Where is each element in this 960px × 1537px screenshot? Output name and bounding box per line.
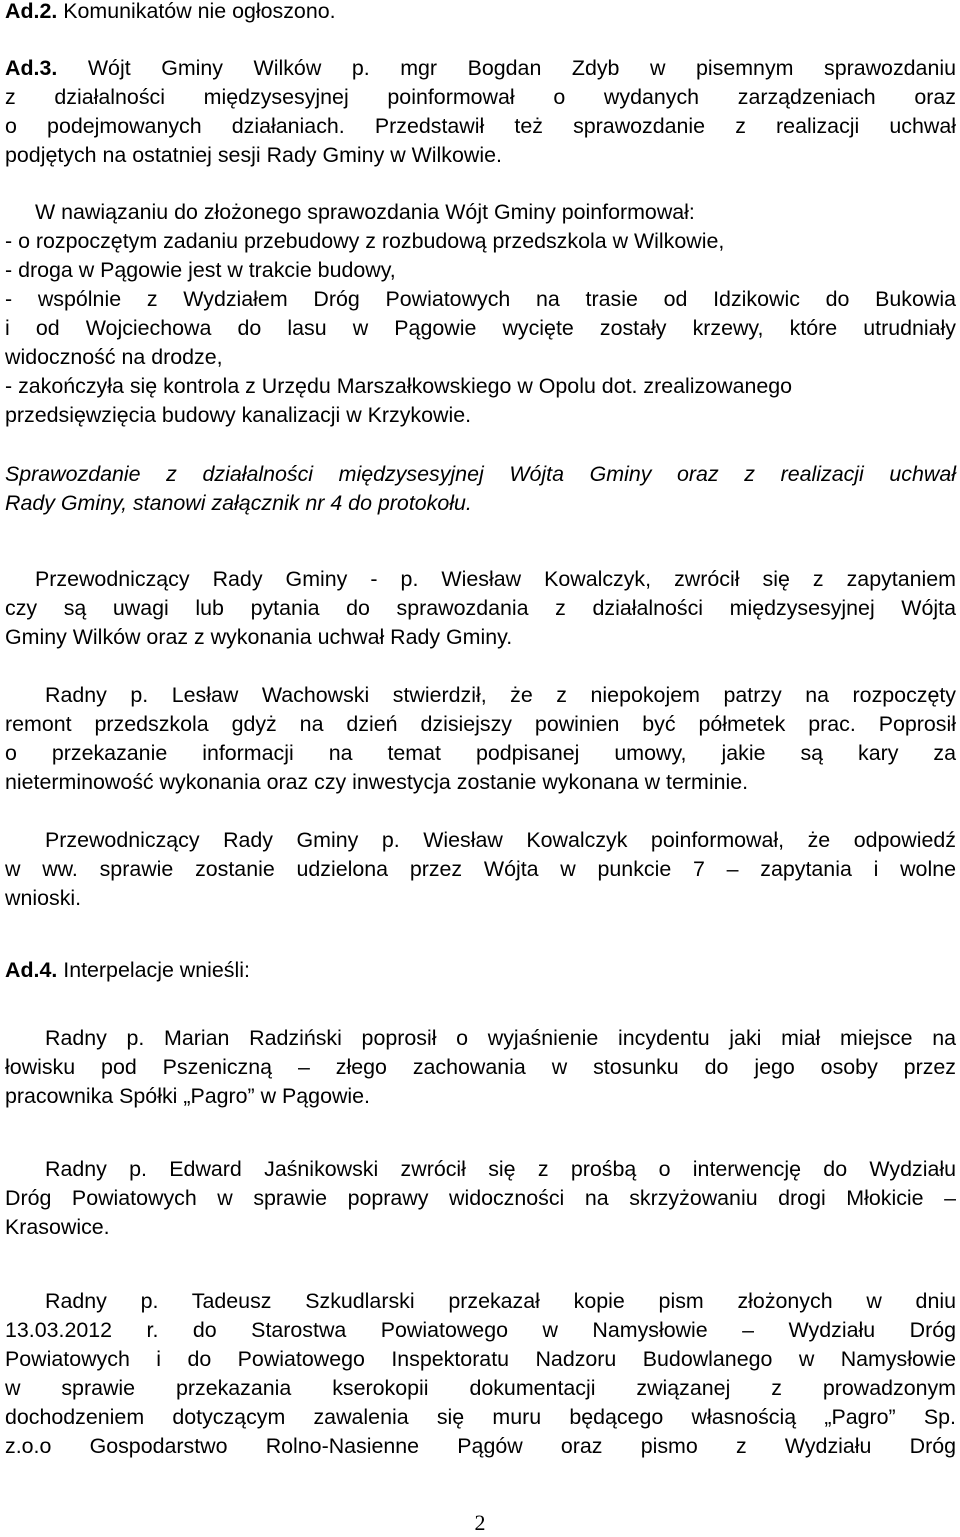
ad4-heading	[5, 956, 956, 985]
radzinski-line-3: pracownika Spółki „Pagro” w Pągowie.	[5, 1084, 370, 1108]
wachowski-line-1: Radny p. Lesław Wachowski stwierdził, że z niepokojem patrzy na rozpoczęty	[45, 683, 956, 707]
chair-reply-line-1: Przewodniczący Rady Gminy p. Wiesław Kowalczyk poinformował, że odpowiedź	[45, 828, 956, 852]
ad4-label: Ad.4.	[5, 958, 58, 982]
ad3-line-4: podjętych na ostatniej sesji Rady Gminy w Wilkowie.	[5, 143, 502, 167]
ad2-label: Ad.2.	[5, 0, 58, 23]
szkudlarski-line-3: Powiatowych i do Powiatowego Inspektoratu Nadzoru Budowlanego w Namysłowie	[5, 1347, 956, 1371]
ad4-text: Interpelacje wnieśli:	[63, 958, 250, 982]
chair-question-line-1: Przewodniczący Rady Gminy - p. Wiesław Kowalczyk, zwrócił się z zapytaniem	[35, 567, 956, 591]
chair-question-line-2: czy są uwagi lub pytania do sprawozdania z działalności międzysesyjnej Wójta	[5, 596, 956, 620]
ad3-label: Ad.3.	[5, 56, 58, 80]
wachowski-line-4: nieterminowość wykonania oraz czy inwestycja zostanie wykonana w terminie.	[5, 770, 749, 794]
info-line-6: widoczność na drodze,	[5, 345, 223, 369]
ad3-line-1	[5, 54, 956, 83]
szkudlarski-line-2: 13.03.2012 r. do Starostwa Powiatowego w Namysłowie – Wydziału Dróg	[5, 1318, 956, 1342]
attachment-note-line-2: Rady Gminy, stanowi załącznik nr 4 do protokołu.	[5, 491, 472, 515]
szkudlarski-line-5: dochodzeniem dotyczącym zawalenia się muru będącego własnością „Pagro” Sp.	[5, 1405, 956, 1429]
ad2-heading	[5, 0, 956, 26]
info-line-4: - wspólnie z Wydziałem Dróg Powiatowych na trasie od Idzikowic do Bukowia	[5, 287, 956, 311]
chair-reply-line-2: w ww. sprawie zostanie udzielona przez Wójta w punkcie 7 – zapytania i wolne	[5, 857, 956, 881]
ad3-line-2: z działalności międzysesyjnej poinformował o wydanych zarządzeniach oraz	[5, 85, 956, 109]
jasnikowski-line-3: Krasowice.	[5, 1215, 110, 1239]
ad2-text: Komunikatów nie ogłoszono.	[63, 0, 336, 23]
jasnikowski-line-1: Radny p. Edward Jaśnikowski zwrócił się z prośbą o interwencję do Wydziału	[45, 1157, 956, 1181]
attachment-note-line-1: Sprawozdanie z działalności międzysesyjnej Wójta Gminy oraz z realizacji uchwał	[5, 462, 956, 486]
ad3-line-1-text: Wójt Gminy Wilków p. mgr Bogdan Zdyb w pisemnym sprawozdaniu	[87, 56, 956, 80]
info-line-5: i od Wojciechowa do lasu w Pągowie wycięte zostały krzewy, które utrudniały	[5, 316, 956, 340]
chair-question-line-3: Gminy Wilków oraz z wykonania uchwał Rady Gminy.	[5, 625, 513, 649]
info-line-7: - zakończyła się kontrola z Urzędu Marszałkowskiego w Opolu dot. zrealizowanego	[5, 374, 793, 398]
info-line-8: przedsięwzięcia budowy kanalizacji w Krzykowie.	[5, 403, 472, 427]
szkudlarski-line-4: w sprawie przekazania kserokopii dokumentacji związanej z prowadzonym	[5, 1376, 956, 1400]
radzinski-line-1: Radny p. Marian Radziński poprosił o wyjaśnienie incydentu jaki miał miejsce na	[45, 1026, 956, 1050]
wachowski-line-3: o przekazanie informacji na temat podpisanej umowy, jakie są kary za	[5, 741, 956, 765]
document-page	[5, 0, 956, 1537]
ad3-line-3: o podejmowanych działaniach. Przedstawił też sprawozdanie z realizacji uchwał	[5, 114, 956, 138]
chair-reply-line-3: wnioski.	[5, 886, 82, 910]
szkudlarski-line-6: z.o.o Gospodarstwo Rolno-Nasienne Pągów oraz pismo z Wydziału Dróg	[5, 1434, 956, 1458]
szkudlarski-line-1: Radny p. Tadeusz Szkudlarski przekazał kopie pism złożonych w dniu	[45, 1289, 956, 1313]
radzinski-line-2: łowisku pod Pszeniczną – złego zachowania w stosunku do jego osoby przez	[5, 1055, 956, 1079]
info-line-3: - droga w Pągowie jest w trakcie budowy,	[5, 258, 396, 282]
page-number: 2	[474, 1510, 486, 1535]
wachowski-line-2: remont przedszkola gdyż na dzień dzisiejszy powinien być półmetek prac. Poprosił	[5, 712, 956, 736]
jasnikowski-line-2: Dróg Powiatowych w sprawie poprawy widoczności na skrzyżowaniu drogi Młokicie –	[5, 1186, 956, 1210]
info-line-1: W nawiązaniu do złożonego sprawozdania Wójt Gminy poinformował:	[35, 200, 695, 224]
info-line-2: - o rozpoczętym zadaniu przebudowy z rozbudową przedszkola w Wilkowie,	[5, 229, 725, 253]
